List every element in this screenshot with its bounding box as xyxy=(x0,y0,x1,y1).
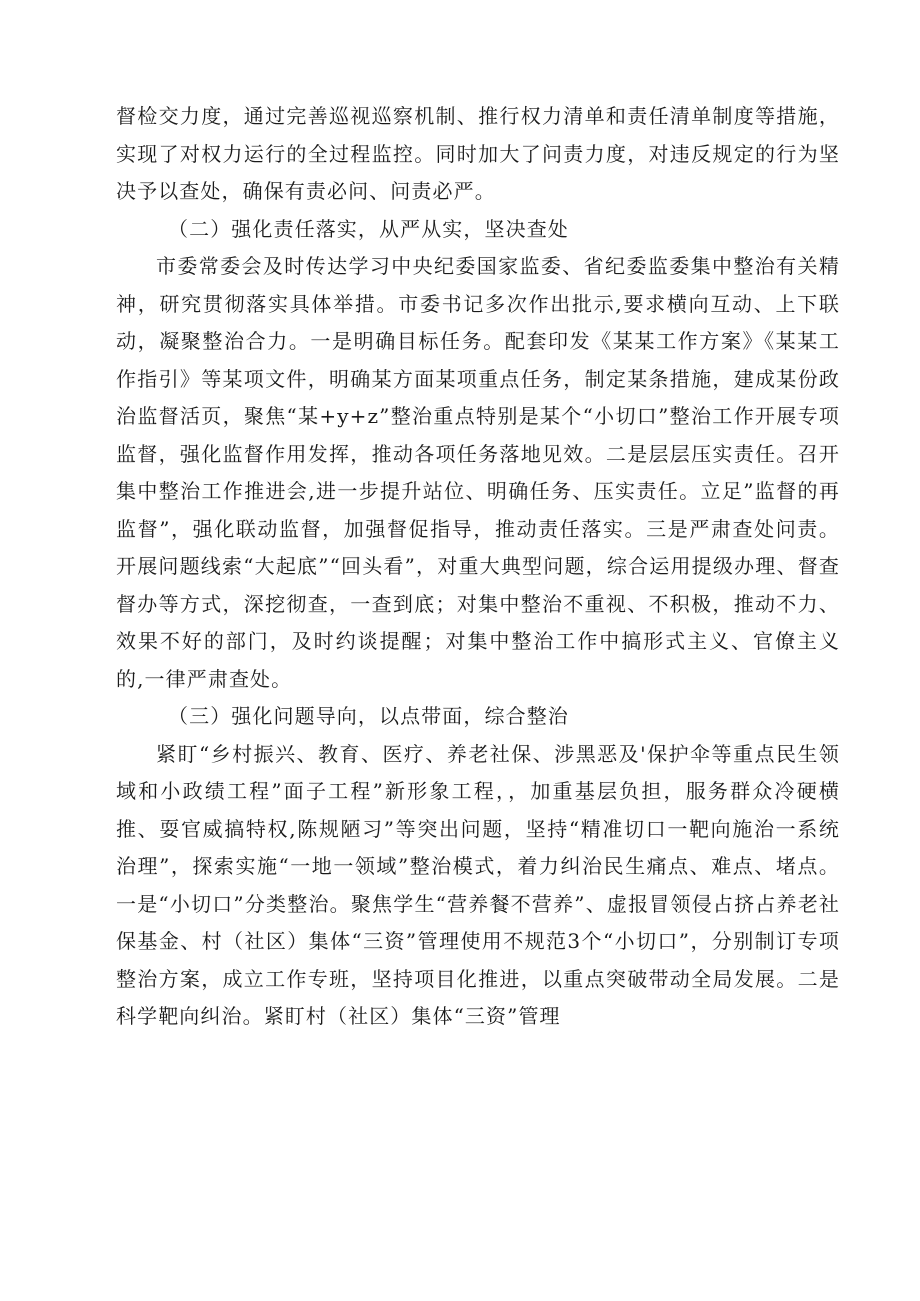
section-heading-2: （二）强化责任落实，从严从实，坚决查处 xyxy=(168,216,569,241)
paragraph-intro-continuation: 督检交力度，通过完善巡视巡察机制、推行权力清单和责任清单制度等措施，实现了对权力运行的全过程监控。同时加大了问责力度，对违反规定的行为坚决予以查处，确保有责必问、问责必严。 xyxy=(116,104,840,203)
section-heading-3: （三）强化问题导向，以点带面，综合整治 xyxy=(168,704,569,728)
paragraph-section-3-body: 紧盯“乡村振兴、教育、医疗、养老社保、涉黑恶及'保护伞等重点民生领域和小政绩工程”面子工程”新形象工程，，加重基层负担，服务群众冷硬横推、耍官威搞特权,陈规陋习”等突出问题，坚持“精准切口一靶向施治一系统治理”，探索实施“一地一领域”整治模式，着力纠治民生痛点、难点、堵点。一是“小切口”分类整治。聚焦学生“营养餐不营养”、虚报冒领侵占挤占养老社保基金、村（社区）集体“三资”管理使用不规范3个“小切口”，分别制订专项整治方案，成立工作专班，坚持项目化推进，以重点突破带动全局发展。二是科学靶向纠治。紧盯村（社区）集体“三资”管理 xyxy=(116,741,840,1028)
paragraph-section-2-body: 市委常委会及时传达学习中央纪委国家监委、省纪委监委集中整治有关精神，研究贯彻落实具体举措。市委书记多次作出批示,要求横向互动、上下联动，凝聚整治合力。一是明确目标任务。配套印发《某某工作方案》《某某工作指引》等某项文件，明确某方面某项重点任务，制定某条措施，建成某份政治监督活页，聚焦“某+y+z”整治重点特别是某个“小切口”整治工作开展专项监督，强化监督作用发挥，推动各项任务落地见效。二是层层压实责任。召开集中整治工作推进会,进一步提升站位、明确任务、压实责任。立足”监督的再监督”，强化联动监督，加强督促指导，推动责任落实。三是严肃查处问责。开展问题线索“大起底”“回头看”，对重大典型问题，综合运用提级办理、督查督办等方式，深挖彻查，一查到底；对集中整治不重视、不积极，推动不力、效果不好的部门，及时约谈提醒；对集中整治工作中搞形式主义、官僚主义的,一律严肃查处。 xyxy=(116,254,840,691)
